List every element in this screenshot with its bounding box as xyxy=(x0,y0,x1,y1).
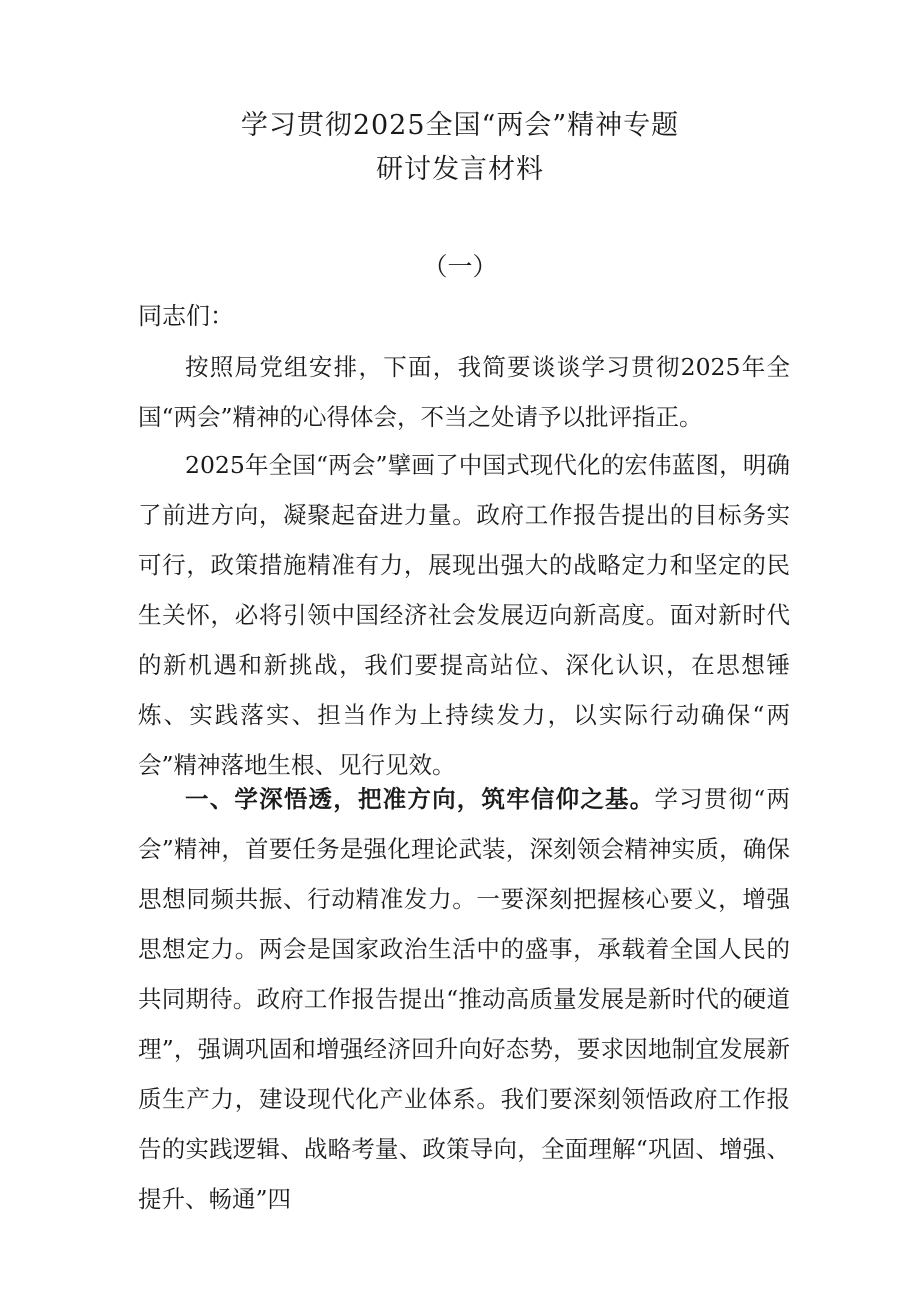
document-title-line-2: 研讨发言材料 xyxy=(376,154,544,185)
paragraph-overview xyxy=(138,440,790,790)
section-one-text: 学习贯彻“两会”精神，首要任务是强化理论武装，深刻领会精神实质，确保思想同频共振、行动精准发力。一要深刻把握核心要义，增强思想定力。两会是国家政治生活中的盛事，承载着全国人民的共同期待。政府工作报告提出“推动高质量发展是新时代的硬道理”，强调巩固和增强经济回升向好态势，要求因地制宜发展新质生产力，建设现代化产业体系。我们要深刻领悟政府工作报告的实践逻辑、战略考量、政策导向，全面理解“巩固、增强、提升、畅通”四 xyxy=(138,785,791,1213)
paragraph-intro xyxy=(138,342,790,442)
document-title-line-1: 学习贯彻2025全国“两会”精神专题 xyxy=(240,110,680,141)
salutation: 同志们： xyxy=(138,302,234,330)
section-one-heading: 一、学深悟透，把准方向，筑牢信仰之基。 xyxy=(185,785,655,813)
paragraph-overview-text: 2025年全国“两会”擘画了中国式现代化的宏伟蓝图，明确了前进方向，凝聚起奋进力量。政府工作报告提出的目标务实可行，政策措施精准有力，展现出强大的战略定力和坚定的民生关怀，必将引领中国经济社会发展迈向新高度。面对新时代的新机遇和新挑战，我们要提高站位、深化认识，在思想锤炼、实践落实、担当作为上持续发力，以实际行动确保“两会”精神落地生根、见行见效。 xyxy=(138,451,790,779)
section-number: （一） xyxy=(422,252,498,281)
paragraph-intro-text: 按照局党组安排，下面，我简要谈谈学习贯彻2025年全国“两会”精神的心得体会，不当之处请予以批评指正。 xyxy=(138,353,790,431)
paragraph-section-one xyxy=(138,774,790,1224)
